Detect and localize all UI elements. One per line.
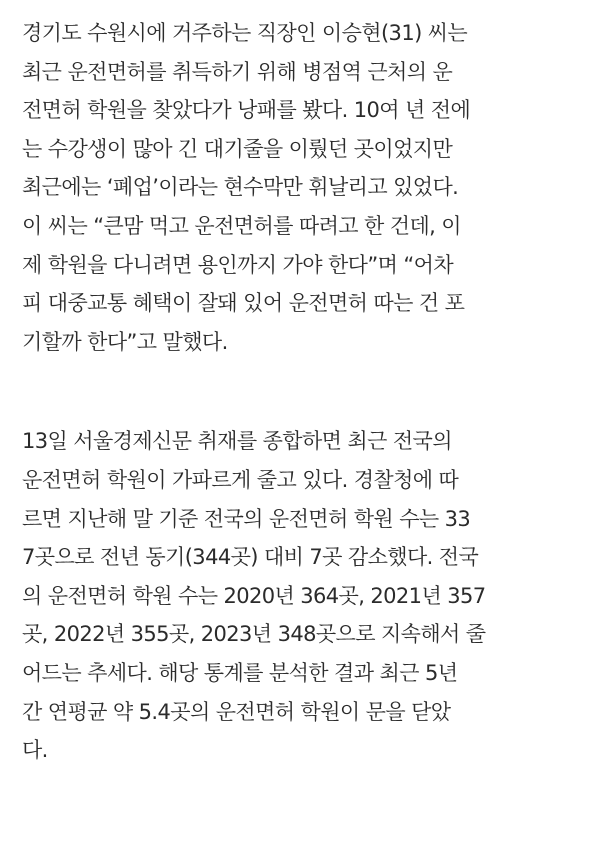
text-line: 간 연평균 약 5.4곳의 운전면허 학원이 문을 닫았 xyxy=(22,699,451,724)
paragraph-1 xyxy=(22,14,582,361)
paragraph-spacer xyxy=(22,361,582,422)
text-line: 곳, 2022년 355곳, 2023년 348곳으로 지속해서 줄 xyxy=(22,622,486,647)
text-line: 이 씨는 “큰맘 먹고 운전면허를 따려고 한 건데, 이 xyxy=(22,213,461,238)
text-line: 전면허 학원을 찾았다가 낭패를 봤다. 10여 년 전에 xyxy=(22,98,471,123)
text-line: 어드는 추세다. 해당 통계를 분석한 결과 최근 5년 xyxy=(22,660,458,685)
text-line: 제 학원을 다니려면 용인까지 가야 한다”며 “어차 xyxy=(22,252,454,277)
text-line: 다. xyxy=(22,738,48,763)
text-line: 운전면허 학원이 가파르게 줄고 있다. 경찰청에 따 xyxy=(22,467,459,492)
text-line: 경기도 수원시에 거주하는 직장인 이승현(31) 씨는 xyxy=(22,21,468,45)
text-line: 13일 서울경제신문 취재를 종합하면 최근 전국의 xyxy=(22,429,452,454)
text-line: 피 대중교통 혜택이 잘돼 있어 운전면허 따는 건 포 xyxy=(22,291,465,316)
text-line: 최근 운전면허를 취득하기 위해 병점역 근처의 운 xyxy=(22,59,453,84)
text-line: 최근에는 ‘폐업’이라는 현수막만 휘날리고 있었다. xyxy=(22,175,459,200)
paragraph-2 xyxy=(22,422,582,769)
text-line: 7곳으로 전년 동기(344곳) 대비 7곳 감소했다. 전국 xyxy=(22,545,479,570)
text-line: 는 수강생이 많아 긴 대기줄을 이뤘던 곳이었지만 xyxy=(22,136,453,161)
article-body xyxy=(22,14,582,770)
text-line: 의 운전면허 학원 수는 2020년 364곳, 2021년 357 xyxy=(22,583,486,608)
text-line: 기할까 한다”고 말했다. xyxy=(22,329,228,354)
text-line: 르면 지난해 말 기준 전국의 운전면허 학원 수는 33 xyxy=(22,506,471,531)
